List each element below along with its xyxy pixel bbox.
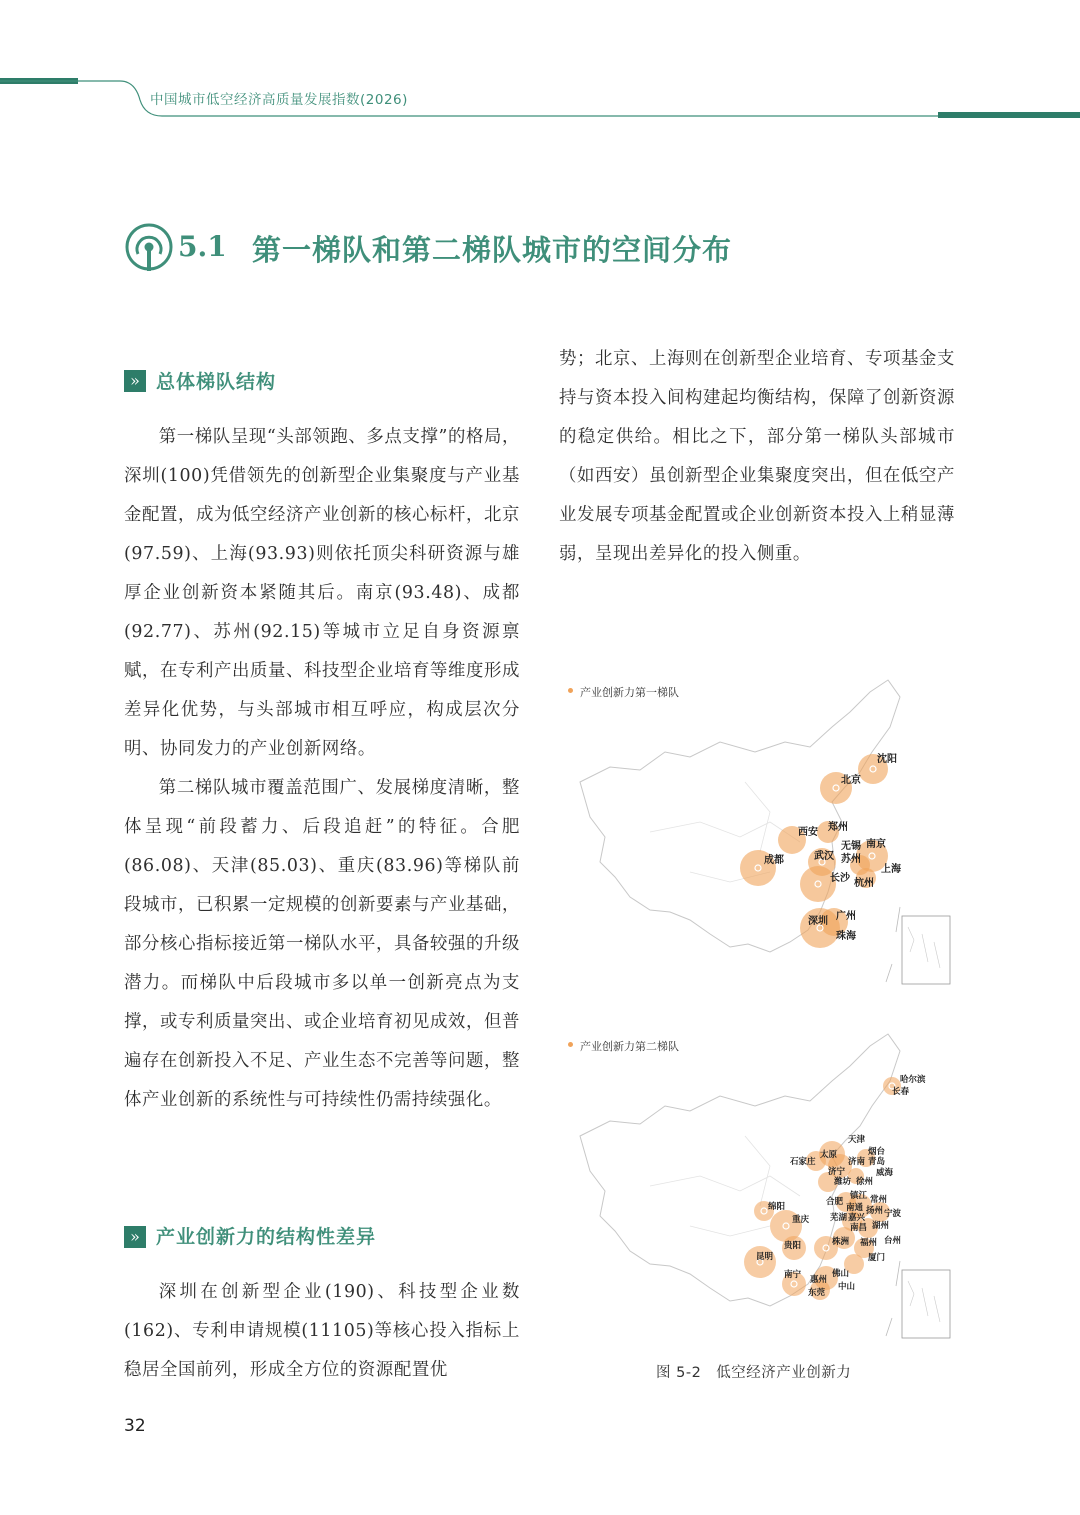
city-label: 长沙: [830, 873, 850, 884]
city-label: 佛山: [832, 1269, 850, 1279]
city-label: 台州: [884, 1236, 902, 1246]
city-label: 绵阳: [768, 1202, 786, 1212]
left-text-block-2: [124, 1273, 520, 1390]
page-number: 32: [124, 1416, 146, 1436]
city-label: 重庆: [792, 1215, 810, 1225]
city-label: 扬州: [866, 1206, 884, 1216]
city-label: 福州: [860, 1238, 878, 1248]
city-label: 济南: [848, 1157, 866, 1167]
city-label: 东莞: [808, 1288, 826, 1298]
city-label: 威海: [876, 1168, 894, 1178]
city-label: 嘉兴: [848, 1213, 866, 1223]
city-label: 石家庄: [790, 1157, 816, 1167]
left-text-block: [124, 418, 520, 1120]
running-header: 中国城市低空经济高质量发展指数(2026): [150, 92, 408, 108]
city-label: 成都: [764, 855, 784, 866]
section-title: 第一梯队和第二梯队城市的空间分布: [252, 233, 733, 267]
map-tier-1: [570, 672, 960, 992]
city-label: 徐州: [856, 1177, 874, 1187]
paragraph-continued: 势；北京、上海则在创新型企业培育、专项基金支持与资本投入间构建起均衡结构，保障了创新资源的稳定供给。相比之下，部分第一梯队头部城市（如西安）虽创新型企业集聚度突出，但在低空产业发展专项基金配置或企业创新资本投入上稍显薄弱，呈现出差异化的投入侧重。: [559, 349, 955, 564]
city-label: 长春: [892, 1087, 910, 1097]
city-label: 中山: [838, 1282, 856, 1292]
city-label: 宁波: [884, 1209, 902, 1219]
paragraph-3: 深圳在创新型企业(190)、科技型企业数(162)、专利申请规模(11105)等核心投入指标上稳居全国前列，形成全方位的资源配置优: [124, 1282, 520, 1380]
map-tier-2: [570, 1026, 960, 1346]
city-label: 常州: [870, 1195, 888, 1205]
figure-caption: 图 5-2 低空经济产业创新力: [656, 1365, 852, 1381]
city-label: 昆明: [756, 1252, 774, 1262]
city-label: 上海: [881, 864, 901, 875]
city-label: 南通: [846, 1203, 864, 1213]
city-label: 北京: [841, 775, 861, 786]
city-label: 珠海: [836, 931, 856, 942]
city-label: 无锡: [841, 841, 861, 852]
subhead-structural: 产业创新力的结构性差异: [156, 1226, 377, 1248]
city-label: 太原: [820, 1150, 838, 1160]
city-label: 西安: [798, 827, 818, 838]
city-label: 天津: [848, 1135, 866, 1145]
bubble: [744, 1246, 776, 1278]
paragraph-1: 第一梯队呈现“头部领跑、多点支撑”的格局，深圳(100)凭借领先的创新型企业集聚度与产业基金配置，成为低空经济产业创新的核心标杆，北京(97.59)、上海(93.93)则依托顶尖科研资源与雄厚企业创新资本紧随其后。南京(93.48)、成都(92.77)、苏州(92.15)等城市立足自身资源禀赋，在专利产出质量、科技型企业培育等维度形成差异化优势，与头部城市相互呼应，构成层次分明、协同发力的产业创新网络。: [124, 427, 520, 759]
city-label: 惠州: [810, 1275, 828, 1285]
city-label: 南宁: [784, 1270, 802, 1280]
city-label: 青岛: [868, 1157, 886, 1167]
city-label: 烟台: [868, 1147, 886, 1157]
section-number: 5.1: [178, 230, 227, 263]
double-chevron-icon: »: [124, 1226, 146, 1248]
city-label: 广州: [836, 911, 856, 922]
map2-legend: 产业创新力第二梯队: [580, 1040, 679, 1053]
header-rule: [0, 0, 1080, 130]
city-label: 南昌: [850, 1223, 868, 1233]
bubble-changsha: [800, 866, 836, 902]
double-chevron-icon: »: [124, 370, 146, 392]
city-label: 株洲: [832, 1237, 850, 1247]
subhead-overall: 总体梯队结构: [156, 371, 277, 393]
city-label: 湖州: [872, 1221, 890, 1231]
city-label: 济宁: [828, 1167, 846, 1177]
paragraph-2: 第二梯队城市覆盖范围广、发展梯度清晰，整体呈现“前段蓄力、后段追赶”的特征。合肥(86.08)、天津(85.03)、重庆(83.96)等梯队前段城市，已积累一定规模的创新要素与产业基础，部分核心指标接近第一梯队水平，具备较强的升级潜力。而梯队中后段城市多以单一创新亮点为支撑，或专利质量突出、或企业培育初见成效，但普遍存在创新投入不足、产业生态不完善等问题，整体产业创新的系统性与可持续性仍需持续强化。: [124, 778, 520, 1110]
city-label: 芜湖: [830, 1213, 848, 1223]
right-text-block: [559, 340, 955, 574]
city-label: 南京: [866, 839, 886, 850]
signal-icon: [124, 222, 174, 272]
city-label: 深圳: [808, 916, 828, 927]
city-label: 潍坊: [834, 1177, 852, 1187]
city-label: 哈尔滨: [900, 1075, 926, 1085]
city-label: 厦门: [868, 1253, 886, 1263]
city-label: 郑州: [828, 822, 848, 833]
city-label: 贵阳: [784, 1241, 802, 1251]
city-label: 武汉: [814, 851, 834, 862]
city-label: 苏州: [841, 854, 861, 865]
city-label: 合肥: [826, 1197, 844, 1207]
city-label: 沈阳: [877, 754, 897, 765]
map1-legend: 产业创新力第一梯队: [580, 686, 679, 699]
city-label: 镇江: [850, 1191, 868, 1201]
city-label: 杭州: [854, 878, 874, 889]
